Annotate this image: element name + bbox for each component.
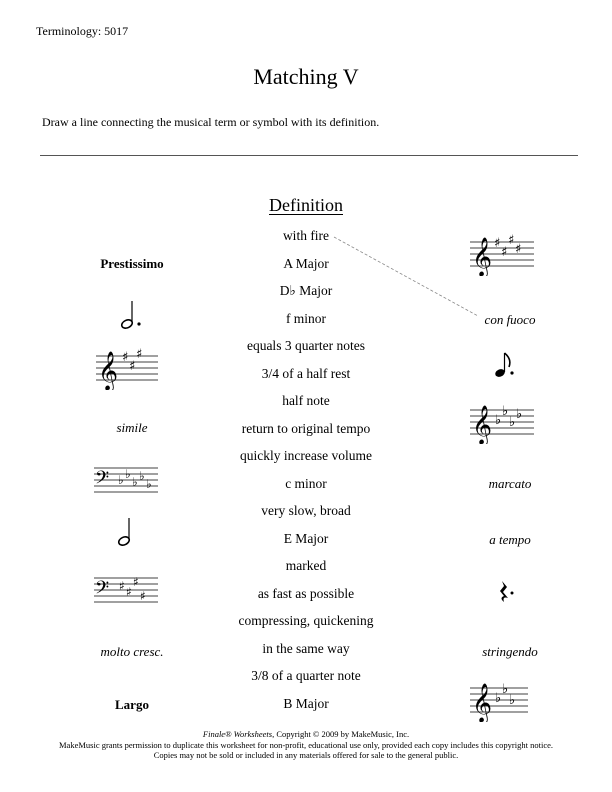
definition-item: as fast as possible (257, 586, 355, 601)
term-marcato: marcato (488, 476, 532, 491)
dotted-eighth-note-icon (492, 350, 518, 380)
term-largo: Largo (115, 697, 149, 712)
treble-clef-4-sharps-icon (470, 230, 534, 276)
svg-text:♯: ♯ (140, 589, 146, 603)
definition-item: half note (282, 393, 330, 408)
half-note-icon (116, 516, 136, 548)
svg-text:𝄞: 𝄞 (472, 405, 493, 444)
svg-text:♭: ♭ (502, 404, 509, 419)
bass-clef-5-flats-icon (94, 460, 158, 500)
page-title: Matching V (253, 64, 359, 89)
dotted-half-note-icon (118, 298, 146, 332)
definition-item: quickly increase volume (240, 448, 372, 463)
svg-text:♭: ♭ (509, 693, 516, 708)
svg-text:♭: ♭ (495, 691, 502, 706)
term-simile: simile (116, 420, 148, 435)
definition-item: return to original tempo (241, 421, 371, 436)
svg-text:♯: ♯ (122, 350, 129, 365)
worksheet-code: Terminology: 5017 (36, 24, 129, 38)
svg-text:𝄢: 𝄢 (95, 468, 110, 493)
definition-item: c minor (285, 476, 327, 491)
svg-text:♭: ♭ (509, 415, 516, 430)
definition-heading: Definition (269, 195, 343, 215)
svg-text:♭: ♭ (516, 407, 523, 422)
instructions: Draw a line connecting the musical term or symbol with its definition. (42, 115, 380, 129)
svg-text:♭: ♭ (125, 467, 131, 481)
svg-text:♯: ♯ (501, 245, 508, 260)
definition-item: in the same way (262, 641, 350, 656)
treble-clef-3-flats-icon (470, 676, 528, 722)
svg-text:♯: ♯ (515, 242, 522, 257)
term-molto-cresc: molto cresc. (100, 644, 164, 659)
svg-text:♯: ♯ (126, 585, 132, 599)
svg-text:♯: ♯ (129, 359, 136, 374)
term-prestissimo: Prestissimo (100, 256, 164, 271)
svg-text:𝄢: 𝄢 (95, 578, 110, 603)
svg-text:𝄞: 𝄞 (472, 237, 493, 276)
svg-text:♯: ♯ (508, 233, 515, 248)
svg-text:♭: ♭ (139, 469, 145, 483)
definition-item: E Major (283, 531, 329, 546)
definition-item: f minor (285, 311, 327, 326)
svg-text:♯: ♯ (119, 579, 125, 593)
definition-item: D♭ Major (279, 283, 333, 298)
svg-text:𝄞: 𝄞 (472, 683, 493, 722)
footer-permission: MakeMusic grants permission to duplicate this worksheet for non-profit, educational use only, provided each copy includes this copyright notice. (59, 739, 553, 750)
definition-item: compressing, quickening (238, 613, 374, 628)
footer-restriction: Copies may not be sold or included in any materials offered for sale to the general public. (153, 750, 459, 760)
svg-text:♭: ♭ (118, 473, 124, 487)
treble-clef-3-sharps-icon (96, 344, 158, 390)
svg-text:♯: ♯ (494, 236, 501, 251)
term-a-tempo: a tempo (489, 532, 531, 547)
svg-text:♯: ♯ (133, 575, 139, 589)
copyright-footer (0, 729, 612, 761)
definition-item: very slow, broad (261, 503, 351, 518)
treble-clef-4-flats-icon (470, 398, 534, 444)
footer-brand: Finale® Worksheets (202, 729, 273, 739)
definition-item: 3/8 of a quarter note (251, 668, 361, 683)
definition-item: with fire (282, 228, 330, 243)
definition-item: B Major (283, 696, 329, 711)
dotted-quarter-rest-icon (496, 578, 518, 606)
term-stringendo: stringendo (482, 644, 538, 659)
svg-text:♭: ♭ (502, 682, 509, 697)
term-con-fuoco: con fuoco (484, 312, 536, 327)
svg-text:♭: ♭ (132, 475, 138, 489)
svg-text:♯: ♯ (136, 347, 143, 362)
footer-copyright: , Copyright © 2009 by MakeMusic, Inc. (272, 729, 410, 739)
svg-text:𝄞: 𝄞 (98, 351, 119, 390)
bass-clef-4-sharps-icon (94, 570, 158, 610)
definition-item: A Major (283, 256, 329, 271)
svg-text:♭: ♭ (146, 477, 152, 491)
definition-item: equals 3 quarter notes (246, 338, 366, 353)
definition-item: marked (285, 558, 327, 573)
svg-text:♭: ♭ (495, 413, 502, 428)
definition-item: 3/4 of a half rest (261, 366, 351, 381)
